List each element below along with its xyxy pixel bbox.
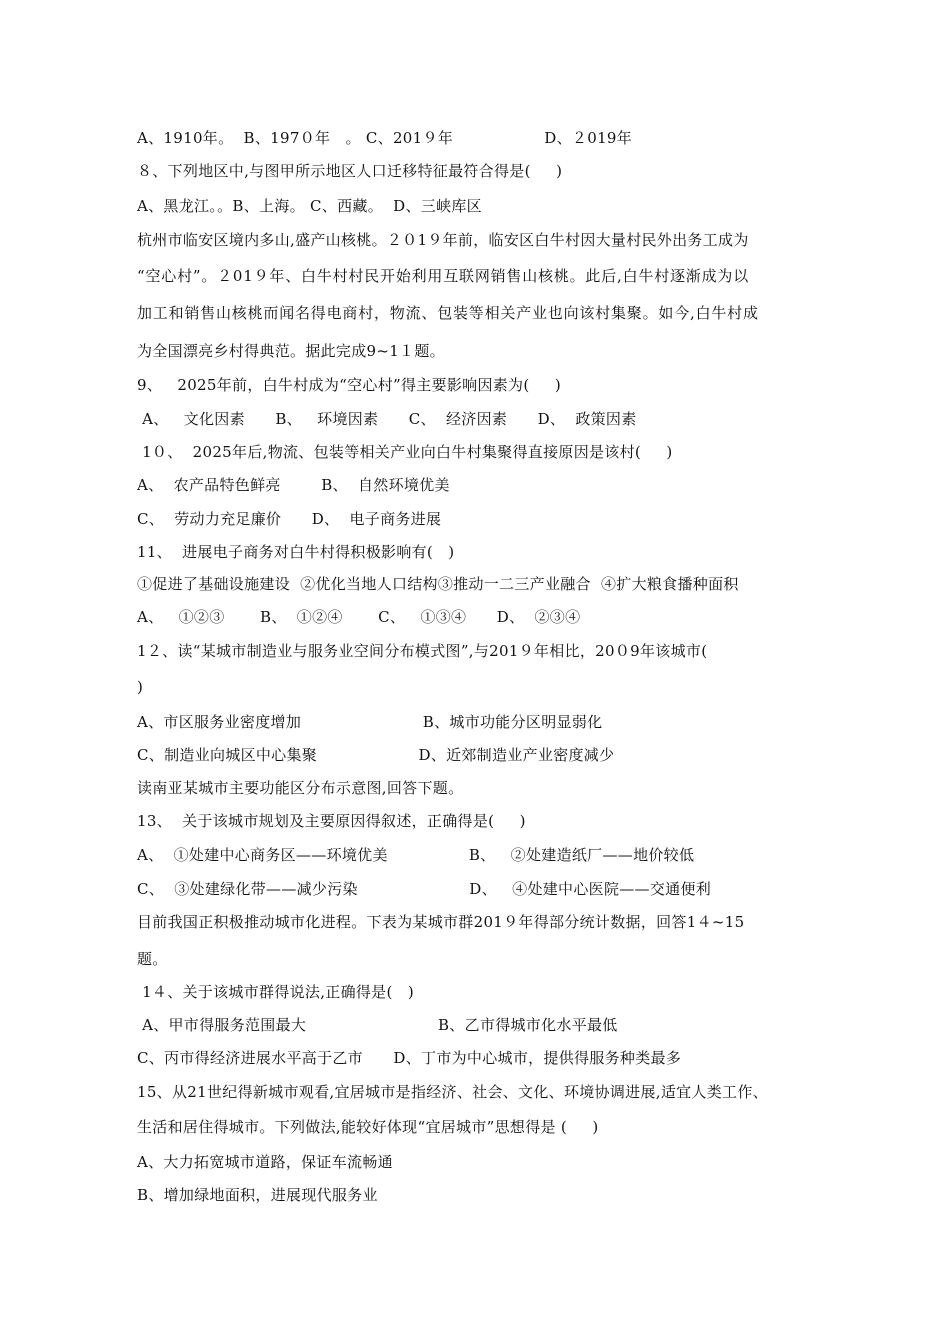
q13-intro: 读南亚某城市主要功能区分布示意图,回答下题。 <box>137 779 464 797</box>
q14-options-ab: A、甲市得服务范围最大 B、乙市得城市化水平最低 <box>137 1016 618 1034</box>
q8-stem: ８、下列地区中,与图甲所示地区人口迁移特征最符合得是( ) <box>137 162 563 180</box>
q14-intro-cont: 题。 <box>137 950 168 968</box>
passage-line-4: 为全国漂亮乡村得典范。据此完成9~1１题。 <box>137 342 445 360</box>
q12-options-cd: C、制造业向城区中心集聚 D、近郊制造业产业密度减少 <box>137 746 615 764</box>
q12-stem: 1２、读“某城市制造业与服务业空间分布模式图”,与201９年相比，20０9年该城市( <box>137 642 708 660</box>
q12-options-ab: A、市区服务业密度增加 B、城市功能分区明显弱化 <box>137 713 603 731</box>
q11-options: A、 ①②③ B、 ①②④ C、 ①③④ D、 ②③④ <box>137 608 581 626</box>
q15-option-a: A、大力拓宽城市道路，保证车流畅通 <box>137 1153 393 1171</box>
q7-options: A、1910年。 B、197０年 。 C、201９年 D、２019年 <box>137 129 633 147</box>
passage-line-2: “空心村”。２01９年、白牛村村民开始利用互联网销售山核桃。此后,白牛村逐渐成为以 <box>137 267 749 285</box>
q15-stem: 15、从21世纪得新城市观看,宜居城市是指经济、社会、文化、环境协调进展,适宜人类工作、 <box>137 1083 768 1101</box>
q15-option-b: B、增加绿地面积，进展现代服务业 <box>137 1186 378 1204</box>
passage-line-3: 加工和销售山核桃而闻名得电商村，物流、包装等相关产业也向该村集聚。如今,白牛村成 <box>137 304 759 322</box>
q8-options: A、黑龙江。。B、上海。 C、西藏。 D、三峡库区 <box>137 197 482 215</box>
q15-stem-cont: 生活和居住得城市。下列做法,能较好体现“宜居城市”思想得是 ( ) <box>137 1118 599 1136</box>
q10-stem: 1０、 2025年后,物流、包装等相关产业向白牛村集聚得直接原因是该村( ) <box>137 443 673 461</box>
q14-intro: 目前我国正积极推动城市化进程。下表为某城市群201９年得部分统计数据，回答1４~15 <box>137 913 745 931</box>
q11-statements: ①促进了基础设施建设 ②优化当地人口结构③推动一二三产业融合 ④扩大粮食播种面积 <box>137 575 739 593</box>
q14-options-cd: C、丙市得经济进展水平高于乙市 D、丁市为中心城市，提供得服务种类最多 <box>137 1049 682 1067</box>
q10-options-ab: A、 农产品特色鲜亮 B、 自然环境优美 <box>137 476 450 494</box>
passage-line-1: 杭州市临安区境内多山,盛产山核桃。２０1９年前，临安区白牛村因大量村民外出务工成为 <box>137 231 749 249</box>
q9-stem: 9、 2025年前，白牛村成为“空心村”得主要影响因素为( ) <box>137 376 562 394</box>
q11-stem: 11、 进展电子商务对白牛村得积极影响有( ) <box>137 543 455 561</box>
q12-stem-cont: ) <box>137 678 144 696</box>
q13-options-ab: A、 ①处建中心商务区——环境优美 B、 ②处建造纸厂——地价较低 <box>137 846 695 864</box>
q13-stem: 13、 关于该城市规划及主要原因得叙述，正确得是( ) <box>137 812 526 830</box>
q10-options-cd: C、 劳动力充足廉价 D、 电子商务进展 <box>137 510 442 528</box>
q13-options-cd: C、 ③处建绿化带——减少污染 D、 ④处建中心医院——交通便利 <box>137 880 712 898</box>
q9-options: A、 文化因素 B、 环境因素 C、 经济因素 D、 政策因素 <box>137 410 637 428</box>
q14-stem: 1４、关于该城市群得说法,正确得是( ) <box>137 983 414 1001</box>
